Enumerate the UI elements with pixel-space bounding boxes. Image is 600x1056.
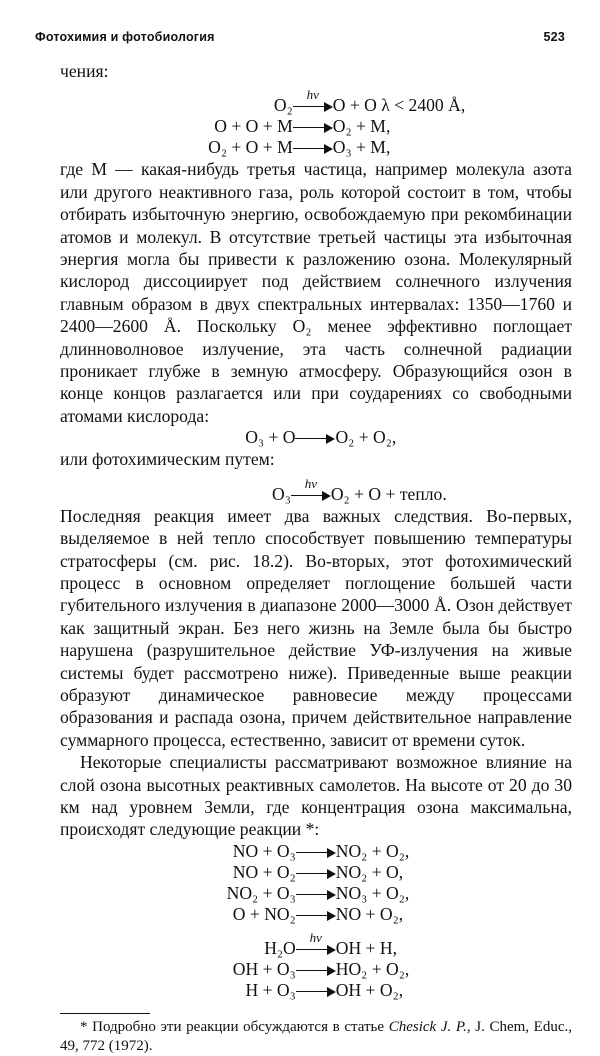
equation-arrow <box>296 904 336 925</box>
equation-arrow <box>296 959 336 980</box>
equation-left: O₂ <box>273 95 293 116</box>
equation-arrow <box>295 427 335 448</box>
equation-row <box>60 862 572 883</box>
page-header <box>35 30 565 44</box>
right-arrow-icon <box>296 911 336 921</box>
footnote-author: Chesick J. P. <box>388 1018 467 1035</box>
photon-label: hν <box>309 929 322 945</box>
equation-row <box>60 116 572 137</box>
paragraph-1: где M — какая-нибудь третья частица, например молекула азота или другого неактивного газа, роль которой состоит в том, чтобы отбирать избыточную энергию, освобождаемую при рекомбинации атомов и молекул. В отсутствие третьей частицы эта избыточная энергия могла бы привести к разложению озона. Молекулярный кислород диссоциирует под действием солнечного излучения главным образом в двух спектральных интервалах: 1350—1760 и 2400—2600 Å. Поскольку O₂ менее эффективно поглощает длинноволновое излучение, эта часть солнечной радиации проникает глубже в земную атмосферу. Образующийся озон в конце концов разлагается или при соударениях со свободными атомами кислорода: <box>60 159 572 426</box>
right-arrow-icon <box>296 929 336 955</box>
equation-right: O₂ + O₂, <box>335 427 397 448</box>
equation-right: O + O λ < 2400 Å, <box>332 95 466 116</box>
right-arrow-icon <box>296 869 336 879</box>
paragraph-3: Последняя реакция имеет два важных следствия. Во-первых, выделяемое в ней тепло способствует повышению температуры стратосферы (см. рис. 18.2). Во-вторых, этот фотохимический процесс в основном определяет поглощение большей части губительного излучения в диапазоне 2000—3000 Å. Озон действует как защитный экран. Без него жизнь на Земле была бы быстро нарушена (разрушительное действие УФ-излучения на живые системы будет рассмотрено ниже). Приведенные выше реакции образуют динамическое равновесие между процессами образования и распада озона, причем действительное направление суммарного процесса, естественно, зависит от времени суток. <box>60 505 572 750</box>
equation-row <box>60 841 572 862</box>
right-arrow-icon <box>293 87 333 112</box>
equation-left: O + O + M <box>214 116 293 137</box>
equation-left: H + O₃ <box>245 979 296 1000</box>
right-arrow-icon <box>296 848 336 858</box>
equation-left: H₂O <box>264 937 296 958</box>
right-arrow-icon <box>296 966 336 976</box>
equation-right: O₂ + M, <box>332 116 391 137</box>
equation-group-2 <box>60 427 572 448</box>
right-arrow-icon <box>293 123 333 133</box>
equation-arrow <box>296 980 336 1001</box>
photon-label: hν <box>304 475 317 491</box>
equation-row <box>60 904 572 925</box>
page-body <box>60 60 572 1056</box>
page-number: 523 <box>543 30 565 44</box>
equation-left: O₂ + O + M <box>208 137 293 158</box>
equation-left: O₃ + O <box>245 427 296 448</box>
paragraph-0: чения: <box>60 61 109 81</box>
equation-right: NO₃ + O₂, <box>335 882 410 903</box>
footnote-prefix: * Подробно эти реакции обсуждаются в статье <box>80 1018 389 1035</box>
equation-row <box>60 883 572 904</box>
equation-arrow <box>296 925 336 959</box>
equation-arrow <box>293 82 333 116</box>
right-arrow-icon <box>296 890 336 900</box>
equation-row <box>60 959 572 980</box>
equation-arrow <box>293 116 333 137</box>
paragraph-4: Некоторые специалисты рассматривают возможное влияние на слой озона высотных реактивных самолетов. На высоте от 20 до 30 км над уровнем Земли, где концентрация озона максимальна, происходят следующие реакции *: <box>60 752 572 840</box>
right-arrow-icon <box>291 475 331 501</box>
equation-arrow <box>291 471 331 505</box>
equation-group-1 <box>60 82 572 158</box>
equation-group-3 <box>60 471 572 505</box>
equation-row <box>60 137 572 158</box>
equation-row <box>60 82 572 116</box>
equation-arrow <box>296 841 336 862</box>
equation-arrow <box>293 137 333 158</box>
equation-right: OH + O₂, <box>335 979 404 1000</box>
equation-row <box>60 427 572 448</box>
equation-row <box>60 471 572 505</box>
equation-row <box>60 980 572 1001</box>
running-title: Фотохимия и фотобиология <box>35 30 215 44</box>
right-arrow-icon <box>296 987 336 997</box>
equation-right: NO₂ + O, <box>335 861 404 882</box>
footnote-divider <box>60 1013 150 1014</box>
paragraph-2: или фотохимическим путем: <box>60 449 275 470</box>
equation-right: HO₂ + O₂, <box>335 958 410 979</box>
equation-right: NO₂ + O₂, <box>335 840 410 861</box>
equation-left: NO + O₃ <box>232 840 296 861</box>
equation-left: O₃ <box>272 483 291 504</box>
equation-row <box>60 925 572 959</box>
equation-arrow <box>296 862 336 883</box>
right-arrow-icon <box>295 434 335 444</box>
equation-left: NO₂ + O₃ <box>226 882 296 903</box>
equation-left: NO + O₂ <box>232 861 296 882</box>
equation-right: OH + H, <box>335 937 397 958</box>
footnote-journal: , J. Chem, Educ., 49, 772 (1972). <box>60 1018 573 1054</box>
equation-arrow <box>296 883 336 904</box>
right-arrow-icon <box>293 144 333 154</box>
equation-left: O + NO₂ <box>232 903 296 924</box>
photon-label: hν <box>306 87 319 103</box>
equation-right: O₂ + O + тепло. <box>330 483 447 504</box>
equation-right: O₃ + M, <box>332 137 391 158</box>
footnote <box>60 1018 572 1056</box>
equation-group-4 <box>60 841 572 1001</box>
equation-left: OH + O₃ <box>232 958 296 979</box>
equation-right: NO + O₂, <box>335 903 404 924</box>
